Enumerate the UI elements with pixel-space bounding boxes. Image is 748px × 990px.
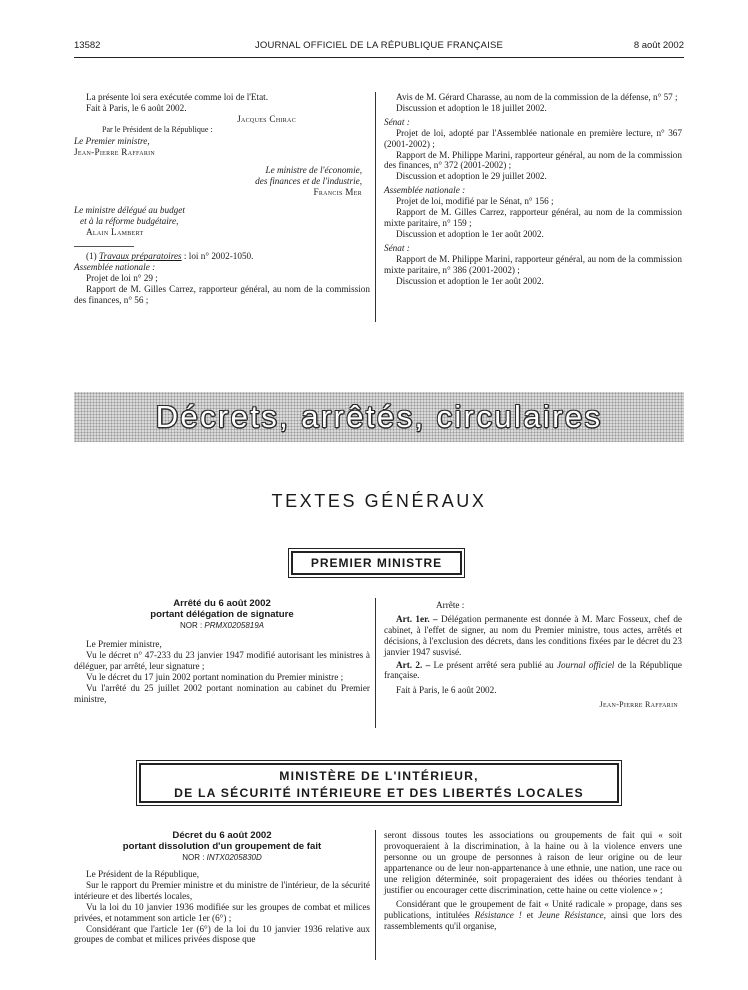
decret-r2-et: et (521, 910, 539, 921)
travaux-rest: : loi n° 2002-1050. (181, 250, 254, 261)
pm-signature: Jean-Pierre Raffarin (74, 146, 156, 157)
decret-r2-a: Considérant que le groupement de fait « Unité radicale » propage, dans ses publications, intitulées (384, 899, 682, 921)
decret-para-3: Vu la loi du 10 janvier 1936 modifiée sur les groupes de combat et milices privées, et notamment son article 1er (6°) ; (74, 901, 370, 923)
arrete-fait: Fait à Paris, le 6 août 2002. (396, 685, 497, 696)
rapport-marini-1: Rapport de M. Philippe Marini, rapporteur général, au nom de la commission des finances, n° 372 (2001-2002) ; (384, 149, 682, 171)
assemblee-label-2: Assemblée nationale : (384, 185, 466, 196)
decret-r2-b: , ainsi que lors des rassemblements qu'il organise, (384, 910, 682, 932)
ministry-interieur-line-1: MINISTÈRE DE L'INTÉRIEUR, (279, 769, 479, 783)
footnote-rule (74, 246, 134, 247)
senat-label-1: Sénat : (384, 116, 410, 127)
footnote-number: (1) (86, 250, 97, 261)
decret-subtitle: portant dissolution d'un groupement de fait (122, 841, 322, 852)
budget-minister-title-2: et à la réforme budgétaire, (80, 216, 179, 227)
decret-r2-jeune: Jeune Résistance (538, 910, 604, 921)
nor-code: PRMX0205819A (204, 621, 265, 630)
law-closing-column (74, 92, 370, 305)
travaux-label: Travaux préparatoires (99, 250, 182, 261)
journal-title: JOURNAL OFFICIEL DE LA RÉPUBLIQUE FRANÇAISE (254, 40, 504, 51)
decret-para-4: Considérant que l'article 1er (6°) de la loi du 10 janvier 1936 relative aux groupes de combat et milices privées dispose que (74, 923, 370, 945)
arrete-para-2: Vu le décret n° 47-233 du 23 janvier 1947 modifié autorisant les ministres à déléguer, par arrêté, leur signature ; (74, 649, 370, 671)
eco-minister-title-2: des finances et de l'industrie, (255, 176, 362, 187)
ministry-box-premier-ministre (288, 548, 465, 578)
eco-minister-signature: Francis Mer (313, 187, 362, 198)
ministry-label: PREMIER MINISTRE (291, 551, 462, 575)
running-head (74, 40, 684, 54)
arrete-para-4: Vu l'arrêté du 25 juillet 2002 portant nomination au cabinet du Premier ministre, (74, 682, 370, 704)
eco-minister-title-1: Le ministre de l'économie, (265, 165, 362, 176)
nor-label: NOR : (179, 621, 205, 630)
section-banner (74, 392, 684, 442)
fait-line: Fait à Paris, le 6 août 2002. (86, 102, 187, 113)
banner-title: Décrets, arrêtés, circulaires (155, 399, 603, 434)
issue-date: 8 août 2002 (633, 40, 684, 51)
budget-minister-title-1: Le ministre délégué au budget (74, 205, 185, 216)
page-number: 13582 (74, 40, 101, 51)
discussion-3: Discussion et adoption le 1er août 2002. (396, 228, 544, 239)
column-divider-middle (375, 598, 376, 728)
arrete-title: Arrêté du 6 août 2002 (173, 598, 271, 609)
projet-line: Projet de loi n° 29 ; (86, 272, 158, 283)
assemblee-label: Assemblée nationale : (74, 261, 156, 272)
decret-right-column (384, 830, 682, 932)
column-divider-bottom (375, 830, 376, 960)
decret-nor-label: NOR : (182, 853, 207, 862)
decret-title: Décret du 6 août 2002 (172, 830, 272, 841)
decret-nor (74, 852, 370, 863)
rapport-carrez-2: Rapport de M. Gilles Carrez, rapporteur général, au nom de la commission mixte paritaire, n° 159 ; (384, 207, 682, 228)
rapport-marini-2: Rapport de M. Philippe Marini, rapporteur général, au nom de la commission mixte paritaire, n° 386 (2001-2002) ; (384, 253, 682, 275)
article-2-label: Art. 2. – (396, 659, 431, 670)
ministry-box-interieur (136, 760, 622, 806)
rapport-carrez-line: Rapport de M. Gilles Carrez, rapporteur général, au nom de la commission des finances, n° 56 ; (74, 283, 370, 305)
decret-para-1: Le Président de la République, (86, 869, 200, 879)
projet-senat: Projet de loi, adopté par l'Assemblée nationale en première lecture, n° 367 (2001-2002) ; (384, 127, 682, 149)
article-2-text-b: de la République française. (384, 659, 682, 681)
discussion-4: Discussion et adoption le 1er août 2002. (396, 275, 544, 286)
decret-r2-resistance: Résistance ! (474, 910, 522, 921)
president-signature: Jacques Chirac (237, 113, 296, 124)
article-1-text: Délégation permanente est donnée à M. Marc Fosseux, chef de cabinet, à l'effet de signer, au nom du Premier ministre, tous actes, arrêtés et décisions, à l'exclusion des décrets, dans les conditions fixées par le décret du 23 janvier 1947 susvisé. (384, 613, 682, 657)
decret-left-column (74, 830, 370, 945)
section-title: TEXTES GÉNÉRAUX (271, 491, 487, 511)
arrete-para-1: Le Premier ministre, (86, 639, 162, 649)
ministry-interieur-line-2: DE LA SÉCURITÉ INTÉRIEURE ET DES LIBERTÉS LOCALES (174, 786, 584, 800)
article-1-label: Art. 1er. – (396, 613, 438, 624)
decret-right-para-1: seront dissous toutes les associations ou groupements de fait qui « soit provoqueraient à la discrimination, à la haine ou à la violence envers une personne ou un groupe de personnes à raison de leur origine ou de leur appartenance ou de leur non-appartenance à une ethnie, une nation, une race ou une religion déterminée, soit propageraient des idées ou théories tendant à justifier ou encourager cette discrimination, cette haine ou cette violence » ; (384, 830, 682, 895)
execution-line: La présente loi sera exécutée comme loi de l'Etat. (86, 92, 269, 102)
projet-modifie: Projet de loi, modifié par le Sénat, n° 156 ; (396, 196, 554, 207)
avis-charasse: Avis de M. Gérard Charasse, au nom de la commission de la défense, n° 57 ; (396, 92, 678, 102)
arrete-nor (74, 620, 370, 631)
article-1 (384, 614, 682, 658)
arrete-para-3: Vu le décret du 17 juin 2002 portant nomination du Premier ministre ; (86, 671, 344, 682)
decret-right-para-2 (384, 899, 682, 932)
decret-para-2: Sur le rapport du Premier ministre et du ministre de l'intérieur, de la sécurité intérieure et des libertés locales, (74, 879, 370, 901)
ministry-interieur-label (139, 763, 619, 803)
arrete-left-column (74, 598, 370, 704)
travaux-continued-column (384, 92, 682, 286)
footnote-travaux (74, 251, 370, 262)
budget-minister-signature: Alain Lambert (86, 226, 144, 237)
pm-title: Le Premier ministre, (74, 135, 150, 146)
arrete-right-column (384, 600, 682, 711)
par-le-president: Par le Président de la République : (102, 124, 213, 134)
article-2-text-a: Le présent arrêté sera publié au (430, 659, 557, 670)
decret-nor-code: INTX0205830D (206, 853, 262, 862)
arrete-label: Arrête : (436, 600, 465, 610)
article-2 (384, 660, 682, 682)
discussion-2: Discussion et adoption le 29 juillet 2002. (396, 171, 547, 182)
discussion-1: Discussion et adoption le 18 juillet 2002. (396, 102, 547, 113)
column-divider-top (375, 92, 376, 322)
senat-label-2: Sénat : (384, 242, 410, 253)
article-2-journal: Journal officiel (556, 659, 615, 670)
arrete-signature: Jean-Pierre Raffarin (599, 700, 678, 710)
header-rule (74, 57, 684, 58)
arrete-subtitle: portant délégation de signature (150, 609, 294, 620)
